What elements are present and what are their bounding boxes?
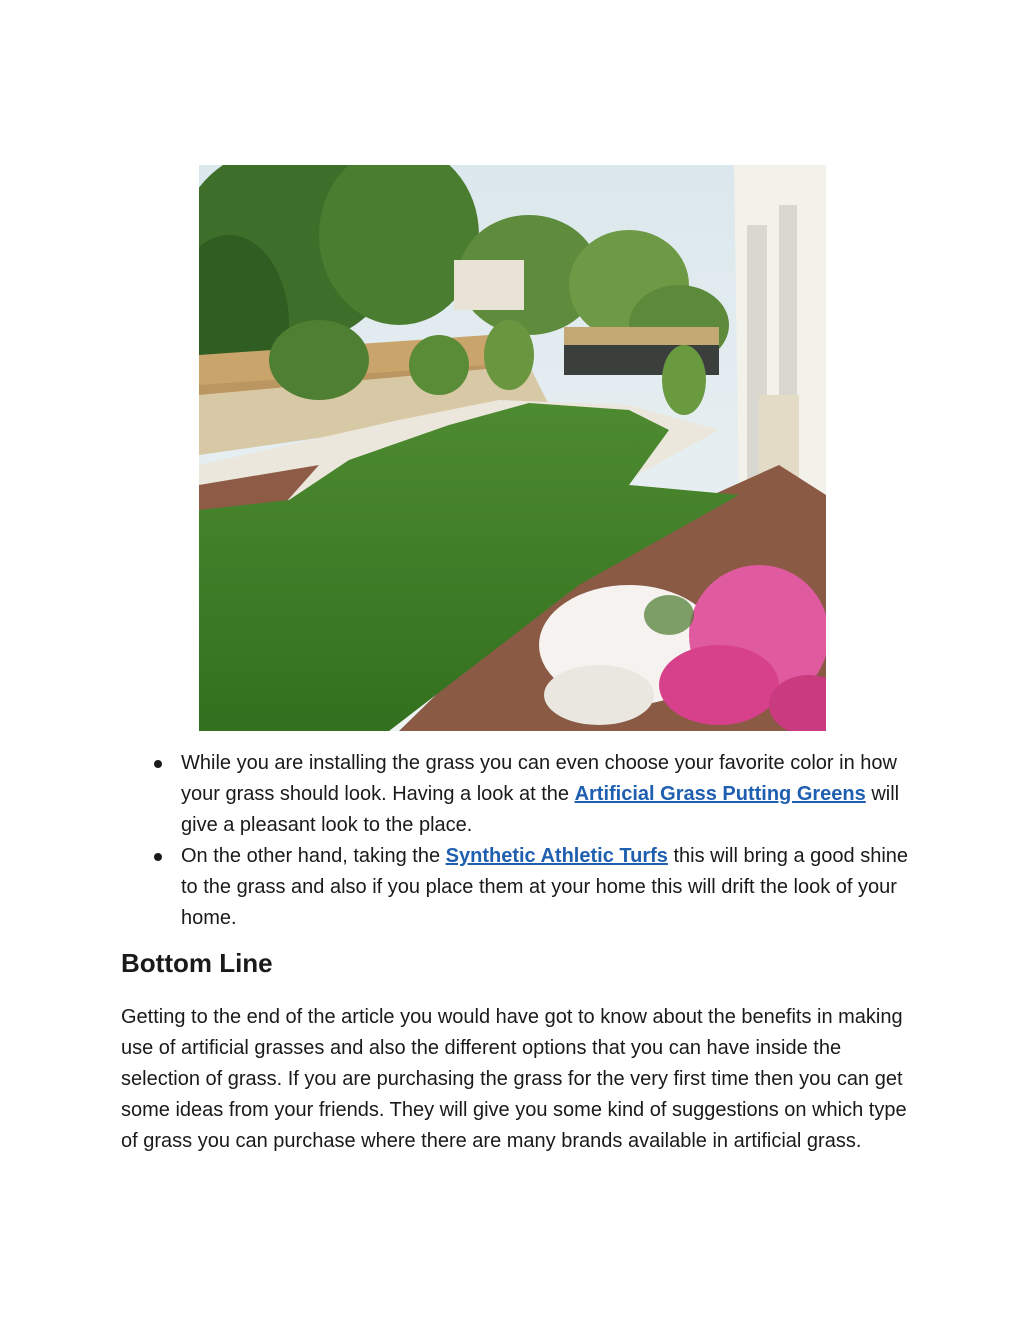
- bullet-icon: [154, 760, 162, 768]
- garden-photo: [199, 165, 826, 731]
- body-paragraph: Getting to the end of the article you would have got to know about the benefits in making use of artificial grasses and also the different options that you can have inside the selection of grass. If you are purchasing the grass for the very first time then you can get some ideas from your friends. They will give you some kind of suggestions on which type of grass you can purchase where there are many brands available in artificial grass.: [121, 1006, 907, 1152]
- synthetic-athletic-turfs-link[interactable]: Synthetic Athletic Turfs: [445, 845, 668, 867]
- bullet-list: [121, 748, 911, 934]
- list-item: [121, 748, 911, 841]
- bullet-text: will give a pleasant look to the place.: [181, 783, 900, 836]
- artificial-grass-putting-greens-link[interactable]: Artificial Grass Putting Greens: [574, 783, 866, 805]
- bullet-text: While you are installing the grass you can even choose your favorite color in how your grass should look. Having a look at the: [181, 752, 897, 805]
- section-heading: Bottom Line: [121, 948, 273, 978]
- bullet-text: On the other hand, taking the: [181, 845, 446, 867]
- bullet-text: this will bring a good shine to the grass and also if you place them at your home this will drift the look of your home.: [181, 845, 909, 929]
- list-item: [121, 841, 911, 934]
- bullet-icon: [154, 853, 162, 861]
